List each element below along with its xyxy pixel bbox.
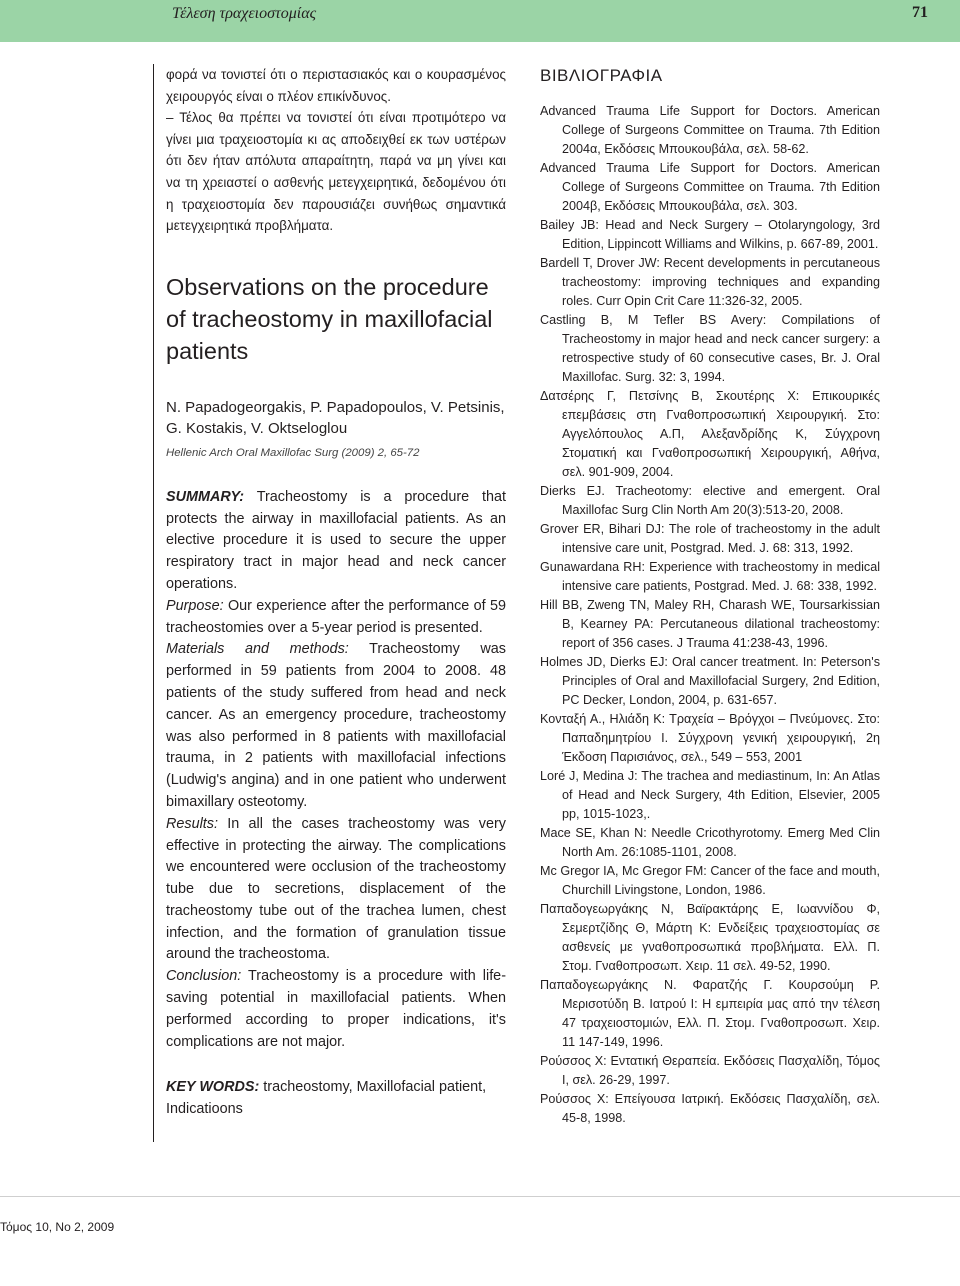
reference-item: Grover ER, Bihari DJ: The role of tracheostomy in the adult intensive care unit, Postgrad. Med. J. 68: 313, 1992. xyxy=(540,522,880,555)
keywords-text: tracheostomy, Maxillofacial patient, Indicatioons xyxy=(166,1079,487,1118)
reference-item: Holmes JD, Dierks EJ: Oral cancer treatment. In: Peterson's Principles of Oral and Maxillofacial Surgery, 2nd Edition, PC Decker, London, 2004, p. 631-657. xyxy=(540,655,880,707)
bibliography-heading: ΒΙΒΛΙΟΓΡΑΦΙΑ xyxy=(540,66,663,85)
summary-text: Tracheostomy is a procedure that protects the airway in maxillofacial patients. As an elective procedure it is used to secure the upper respiratory tract in major head and neck cancer operations. xyxy=(166,488,506,592)
reference-item: Advanced Trauma Life Support for Doctors. American College of Surgeons Committee on Trauma. 7th Edition 2004α, Εκδόσεις Μπουκουβάλα, σελ. 58-62. xyxy=(540,104,880,156)
reference-item: Κονταξή Α., Ηλιάδη Κ: Τραχεία – Βρόγχοι – Πνεύμονες. Στο: Παπαδημητρίου Ι. Σύγχρονη γενική χειρουργική, 2η Έκδοση Παρισιάνος, σελ., 549 – 553, 2001 xyxy=(540,712,880,764)
results-text: In all the cases tracheostomy was very effective in protecting the airway. The complications we encountered were occlusion of the tracheostomy tube due to secretions, displacement of the tracheostomy tube out of the trachea lumen, chest infection, and the formation of granulation tissue around the tracheostoma. xyxy=(166,815,506,963)
right-column xyxy=(540,64,880,1128)
reference-item: Advanced Trauma Life Support for Doctors. American College of Surgeons Committee on Trauma. 7th Edition 2004β, Εκδόσεις Μπουκουβάλα, σελ. 303. xyxy=(540,161,880,213)
reference-item: Ρούσσος Χ: Επείγουσα Ιατρική. Εκδόσεις Πασχαλίδη, σελ. 45-8, 1998. xyxy=(540,1092,880,1125)
purpose-text: Our experience after the performance of 59 tracheostomies over a 5-year period is presented. xyxy=(166,597,506,636)
citation: Hellenic Arch Oral Maxillofac Surg (2009) 2, 65-72 xyxy=(166,446,420,459)
reference-item: Bardell T, Drover JW: Recent developments in percutaneous tracheostomy: improving techniques and expanding roles. Curr Opin Crit Care 11:326-32, 2005. xyxy=(540,256,880,308)
reference-item: Δατσέρης Γ, Πετσίνης Β, Σκουτέρης Χ: Επικουρικές επεμβάσεις στη Γναθοπροσωπική Χειρουργική. Στο: Αγγελόπουλος Α.Π, Αλεξανδρίδης Κ, Σύγχρονη Στοματική και Γναθοπροσωπική Χειρουργική, Αθήνα, σελ. 901-909, 2004. xyxy=(540,389,880,479)
reference-item: Hill BB, Zweng TN, Maley RH, Charash WE, Toursarkissian B, Kearney PA: Percutaneous dilational tracheostomy: report of 356 cases. J Trauma 41:238-43, 1996. xyxy=(540,598,880,650)
reference-item: Gunawardana RH: Experience with tracheostomy in medical intensive care patients, Postgrad. Med. J. 68: 338, 1992. xyxy=(540,560,880,593)
reference-item: Ρούσσος Χ: Εντατική Θεραπεία. Εκδόσεις Πασχαλίδη, Τόμος Ι, σελ. 26-29, 1997. xyxy=(540,1054,880,1087)
keywords xyxy=(166,1077,506,1121)
greek-text-2: – Τέλος θα πρέπει να τονιστεί ότι είναι προτιμότερο να γίνει μια τραχειοστομία κι ας αποδειχθεί εκ των υστέρων ότι δεν ήταν απόλυτα απαραίτητη, παρά να μη γίνει και να τη χρειαστεί ο ασθενής μετεγχειρητικά, δεδομένου ότι η τραχειοστομία δεν παρουσιάζει συνήθως σημαντικά μετεγχειρητικά προβλήματα. xyxy=(166,110,506,234)
reference-item: Mc Gregor IA, Mc Gregor FM: Cancer of the face and mouth, Churchill Livingstone, London, 1986. xyxy=(540,864,880,897)
conclusion-text: Tracheostomy is a procedure with life-saving potential in maxillofacial patients. When performed according to proper indications, it's complications are not major. xyxy=(166,968,506,1050)
column-divider xyxy=(153,64,154,1142)
abstract-summary xyxy=(166,487,506,1054)
reference-item: Παπαδογεωργάκης Ν. Φαρατζής Γ. Κουρσούμη Ρ. Μερισοτύδη Β. Ιατρού Ι: Η εμπειρία μας από την τέλεση 47 τραχειοστομιών, Ελλ. Π. Στομ. Γναθοπροσωπ. Χειρ. 11 147-149, 1996. xyxy=(540,978,880,1049)
results-label: Results: xyxy=(166,815,218,832)
greek-text-1: φορά να τονιστεί ότι ο περιστασιακός και ο κουρασμένος χειρουργός είναι ο πλέον επικίνδυνος. xyxy=(166,67,506,104)
footer-volume: Τόμος 10, Νο 2, 2009 xyxy=(0,1220,115,1234)
greek-paragraph-2 xyxy=(166,107,506,237)
reference-item: Dierks EJ. Tracheotomy: elective and emergent. Oral Maxillofac Surg Clin North Am 20(3):513-20, 2008. xyxy=(540,484,880,517)
left-column xyxy=(166,64,506,1121)
conclusion-label: Conclusion: xyxy=(166,968,242,985)
running-title: Τέλεση τραχειοστομίας xyxy=(172,5,317,22)
reference-item: Mace SE, Khan N: Needle Cricothyrotomy. Emerg Med Clin North Am. 26:1085-1101, 2008. xyxy=(540,826,880,859)
reference-item: Bailey JB: Head and Neck Surgery – Otolaryngology, 3rd Edition, Lippincott Williams and Wilkins, p. 667-89, 2001. xyxy=(540,218,880,251)
methods-text: Tracheostomy was performed in 59 patients from 2004 to 2008. 48 patients of the study suffered from head and neck cancer. As an emergency procedure, tracheostomy was also performed in 8 patients with maxillofacial trauma, in 2 patients with maxillofacial infections (Ludwig's angina) and in one patient who underwent bimaxillary osteotomy. xyxy=(166,641,506,810)
reference-item: Loré J, Medina J: The trachea and mediastinum, In: An Atlas of Head and Neck Surgery, 4th Edition, Elsevier, 2005 pp, 1015-1023,. xyxy=(540,769,880,821)
greek-paragraph-1 xyxy=(166,64,506,107)
bibliography-list xyxy=(540,102,880,1128)
section-title: Observations on the procedure of tracheostomy in maxillofacial patients xyxy=(166,273,493,364)
footer-rule xyxy=(0,1196,960,1197)
header-bar xyxy=(0,0,960,42)
purpose-label: Purpose: xyxy=(166,597,224,614)
keywords-label: KEY WORDS: xyxy=(166,1079,260,1096)
authors: N. Papadogeorgakis, P. Papadopoulos, V. Petsinis, G. Kostakis, V. Oktseloglou xyxy=(166,398,505,437)
summary-label: SUMMARY: xyxy=(166,488,245,505)
reference-item: Παπαδογεωργάκης Ν, Βαϊρακτάρης Ε, Ιωαννίδου Φ, Σεμερτζίδης Θ, Μάρτη Κ: Ενδείξεις τραχειοστομίας σε ασθενείς με γναθοπροσωπικά προβλήματα. Ελλ. Π. Στομ. Γναθοπροσωπ. Χειρ. 11 σελ. 49-52, 1990. xyxy=(540,902,880,973)
reference-item: Castling B, M Tefler BS Avery: Compilations of Tracheostomy in major head and neck cancer surgery: a retrospective study of 60 consecutive cases, Br. J. Oral Maxillofac. Surg. 32: 3, 1994. xyxy=(540,313,880,384)
page-number: 71 xyxy=(912,4,928,21)
methods-label: Materials and methods: xyxy=(166,641,349,658)
